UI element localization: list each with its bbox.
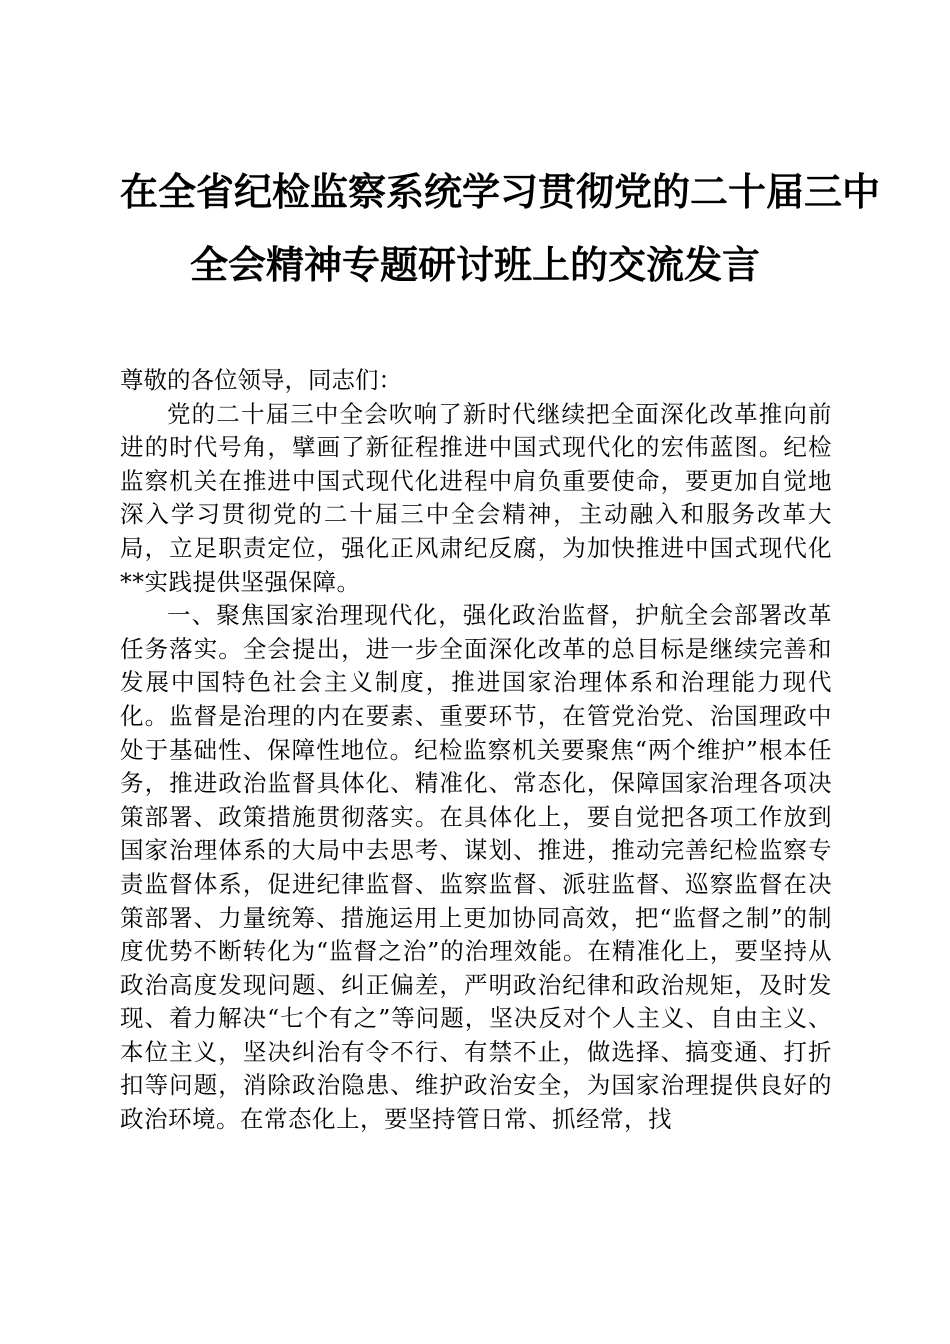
document-title-line-2: 全会精神专题研讨班上的交流发言 (189, 243, 760, 287)
document-title-line-1: 在全省纪检监察系统学习贯彻党的二十届三中 (120, 170, 881, 214)
document-body (120, 364, 832, 1137)
salutation: 尊敬的各位领导，同志们： (120, 366, 402, 394)
paragraph-section-one: 一、聚焦国家治理现代化，强化政治监督，护航全会部署改革任务落实。全会提出，进一步全面深化改革的总目标是继续完善和发展中国特色社会主义制度，推进国家治理体系和治理能力现代化。监督是治理的内在要素、重要环节，在管党治党、治国理政中处于基础性、保障性地位。纪检监察机关要聚焦“两个维护”根本任务，推进政治监督具体化、精准化、常态化，保障国家治理各项决策部署、政策措施贯彻落实。在具体化上，要自觉把各项工作放到国家治理体系的大局中去思考、谋划、推进，推动完善纪检监察专责监督体系，促进纪律监督、监察监督、派驻监督、巡察监督在决策部署、力量统筹、措施运用上更加协同高效，把“监督之制”的制度优势不断转化为“监督之治”的治理效能。在精准化上，要坚持从政治高度发现问题、纠正偏差，严明政治纪律和政治规矩，及时发现、着力解决“七个有之”等问题，坚决反对个人主义、自由主义、本位主义，坚决纠治有令不行、有禁不止，做选择、搞变通、打折扣等问题，消除政治隐患、维护政治安全，为国家治理提供良好的政治环境。在常态化上，要坚持管日常、抓经常，找 (120, 601, 832, 1134)
paragraph-intro: 党的二十届三中全会吹响了新时代继续把全面深化改革推向前进的时代号角，擘画了新征程推进中国式现代化的宏伟蓝图。纪检监察机关在推进中国式现代化进程中肩负重要使命，要更加自觉地深入学习贯彻党的二十届三中全会精神，主动融入和服务改革大局，立足职责定位，强化正风肃纪反腐，为加快推进中国式现代化**实践提供坚强保障。 (120, 399, 832, 596)
